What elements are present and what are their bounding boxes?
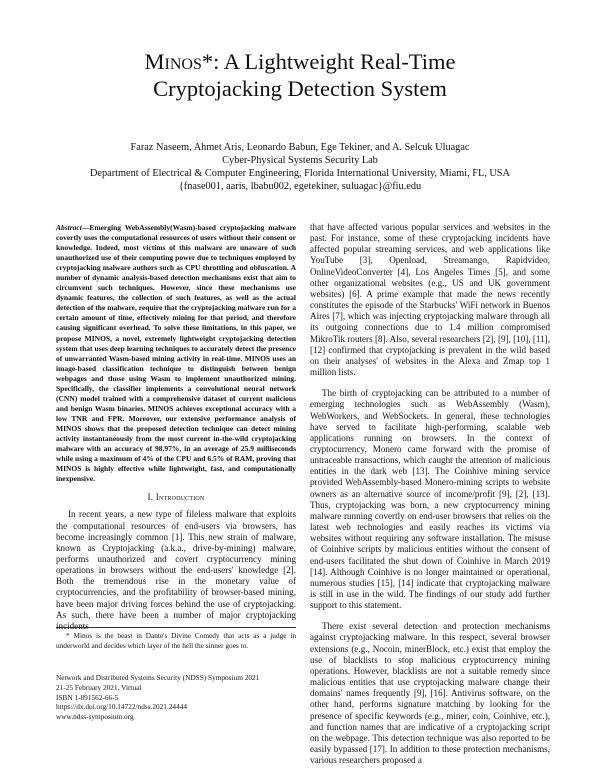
conference-date: 21-25 February 2021, Virtual: [56, 682, 142, 692]
right-paragraph-1: that have affected various popular services and websites in the past. For instance, some of these cryptojacking incidents have affected popular streaming services, and web applications like YouTube [3], Openload, Streamango, Rapidvideo, OnlineVideoConverter [4], Los Angeles Times [5], and some other organizational websites (e.g., US and UK government websites) [6]. A prime example that made the news recently constitutes the episode of the Starbucks' WiFi network in Buenos Aires [7], which was injecting cryptojacking malware through all its outgoing connections due to 1.4 million compromised MikroTik routers [8]. Also, several researchers [2], [9], [10], [11], [12] confirmed that cryptojacking is prevalent in the wild based on their analyses' of websites in the Alexa and Zmap top 1 million lists.: [310, 222, 550, 378]
conference-info: [56, 673, 296, 722]
title-line-1: [0, 48, 600, 75]
conference-isbn: ISBN 1-891562-66-5: [56, 692, 119, 702]
title-system-name: Minos: [144, 49, 202, 74]
right-paragraph-2: The birth of cryptojacking can be attributed to a number of emerging technologies such as WebAssembly (Wasm), WebWorkers, and WebSockets. In general, these technologies have served to facilitate high-performing, scalable web applications running on browsers. In the context of cryptocurrency, Monero came forward with the promise of untraceable transactions, which caught the attention of malicious entities in the dark web [13]. The Coinhive mining service provided WebAssembly-based Monero-mining scripts to website owners as an alternative source of income/profit [9], [2], [13]. Thus, cryptojacking was born, a new cryptocurrency mining malware running covertly on end-user browsers that relies on the latest web technologies and easily reaches its victims via websites without requiring any software installation. The misuse of Coinhive scripts by malicious entities without the consent of end-users facilitated the shut down of Coinhive in March 2019 [14]. Although Coinhive is no longer maintained or operational, numerous studies [15], [14] indicate that cryptojacking malware is still in use in the wild. The findings of our study add further support to this statement.: [310, 388, 550, 611]
conference-line: Network and Distributed Systems Security (NDSS) Symposium 2021: [56, 673, 260, 682]
abstract: [56, 223, 296, 484]
author-emails: {fnase001, aaris, lbabu002, egetekiner, suluagac}@fiu.edu: [178, 181, 422, 192]
right-paragraph-3: There exist several detection and protection mechanisms against cryptojacking malware. In this respect, several browser extensions (e.g., Nocoin, minerBlock, etc.) exist that employ the use of blacklists to stop malicious cryptocurrency mining operations. However, blacklists are not a suitable remedy since malicious entities that use cryptojacking malware change their domains' names frequently [9], [16]. Antivirus software, on the other hand, performs signature matching by looking for the presence of specific keywords (e.g., miner, coin, Coinhive, etc.), and function names that are indicative of a cryptojacking script on the webpage. This detection technique was also reported to be easily bypassed [17]. In addition to these protection mechanisms, various researchers proposed a: [310, 621, 550, 766]
section-title: Introduction: [155, 492, 205, 503]
section-number: I.: [147, 492, 154, 503]
paper-title: [0, 48, 600, 102]
author-department: Department of Electrical & Computer Engineering, Florida International University, Miami, FL, USA: [90, 168, 510, 179]
author-block: [0, 141, 600, 193]
footnote: [56, 627, 296, 650]
intro-paragraph: In recent years, a new type of fileless malware that exploits the computational resources of end-users via browsers, has become increasingly common [1]. This new strain of malware, known as Cryptojacking (a.k.a., drive-by-mining) malware, performs unauthorized and covert cryptocurrency mining operations in browsers without the end-users' knowledge [2]. Both the tremendous rise in the monetary value of cryptocurrencies, and the profitability of browser-based mining, have been major driving forces behind the use of cryptojacking. As such, there have been a number of major cryptojacking incidents: [56, 509, 296, 631]
abstract-text: —Emerging WebAssembly(Wasm)-based cryptojacking malware covertly uses the computational resources of users without their consent or knowledge. Indeed, most victims of this malware are unaware of such unauthorized use of their computing power due to techniques employed by cryptojacking malware authors such as CPU throttling and obfuscation. A number of dynamic analysis-based detection mechanisms exist that aim to circumvent such techniques. However, since these mechanisms use dynamic features, the collection of such features, as well as the actual detection of the malware, require that the cryptojacking malware run for a certain amount of time, effectively mining for that period, and therefore causing significant overhead. To solve these limitations, in this paper, we propose MINOS, a novel, extremely lightweight cryptojacking detection system that uses deep learning techniques to accurately detect the presence of unwarranted Wasm-based mining activity in real-time. MINOS uses an image-based classification technique to distinguish between benign webpages and those using Wasm to implement unauthorized mining. Specifically, the classifier implements a convolutional neural network (CNN) model trained with a comprehensive dataset of current malicious and benign Wasm binaries. MINOS achieves exceptional accuracy with a low TNR and FPR. Moreover, our extensive performance analysis of MINOS shows that the proposed detection technique can detect mining activity instantaneously from the most current in-the-wild cryptojacking malware with an accuracy of 98.97%, in an average of 25.9 milliseconds while using a maximum of 4% of the CPU and 6.5% of RAM, proving that MINOS is highly effective while lightweight, fast, and computationally inexpensive.: [56, 223, 296, 484]
conference-doi-link[interactable]: https://dx.doi.org/10.14722/ndss.2021.24444: [56, 702, 188, 712]
title-line-2: Cryptojacking Detection System: [153, 76, 447, 101]
section-heading-introduction: [56, 492, 296, 503]
author-names: Faraz Naseem, Ahmet Aris, Leonardo Babun, Ege Tekiner, and A. Selcuk Uluagac: [130, 142, 470, 153]
abstract-label: Abstract: [56, 223, 82, 232]
title-line-1-rest: *: A Lightweight Real-Time: [201, 49, 456, 74]
conference-website-link[interactable]: www.ndss-symposium.org: [56, 712, 134, 722]
right-column: [310, 222, 550, 766]
footnote-text: * Minos is the beast in Dante's Divine Comedy that acts as a judge in underworld and decides which layer of the hell the sinner goes to.: [56, 631, 296, 650]
left-column: [56, 223, 296, 632]
author-lab: Cyber-Physical Systems Security Lab: [222, 155, 378, 166]
